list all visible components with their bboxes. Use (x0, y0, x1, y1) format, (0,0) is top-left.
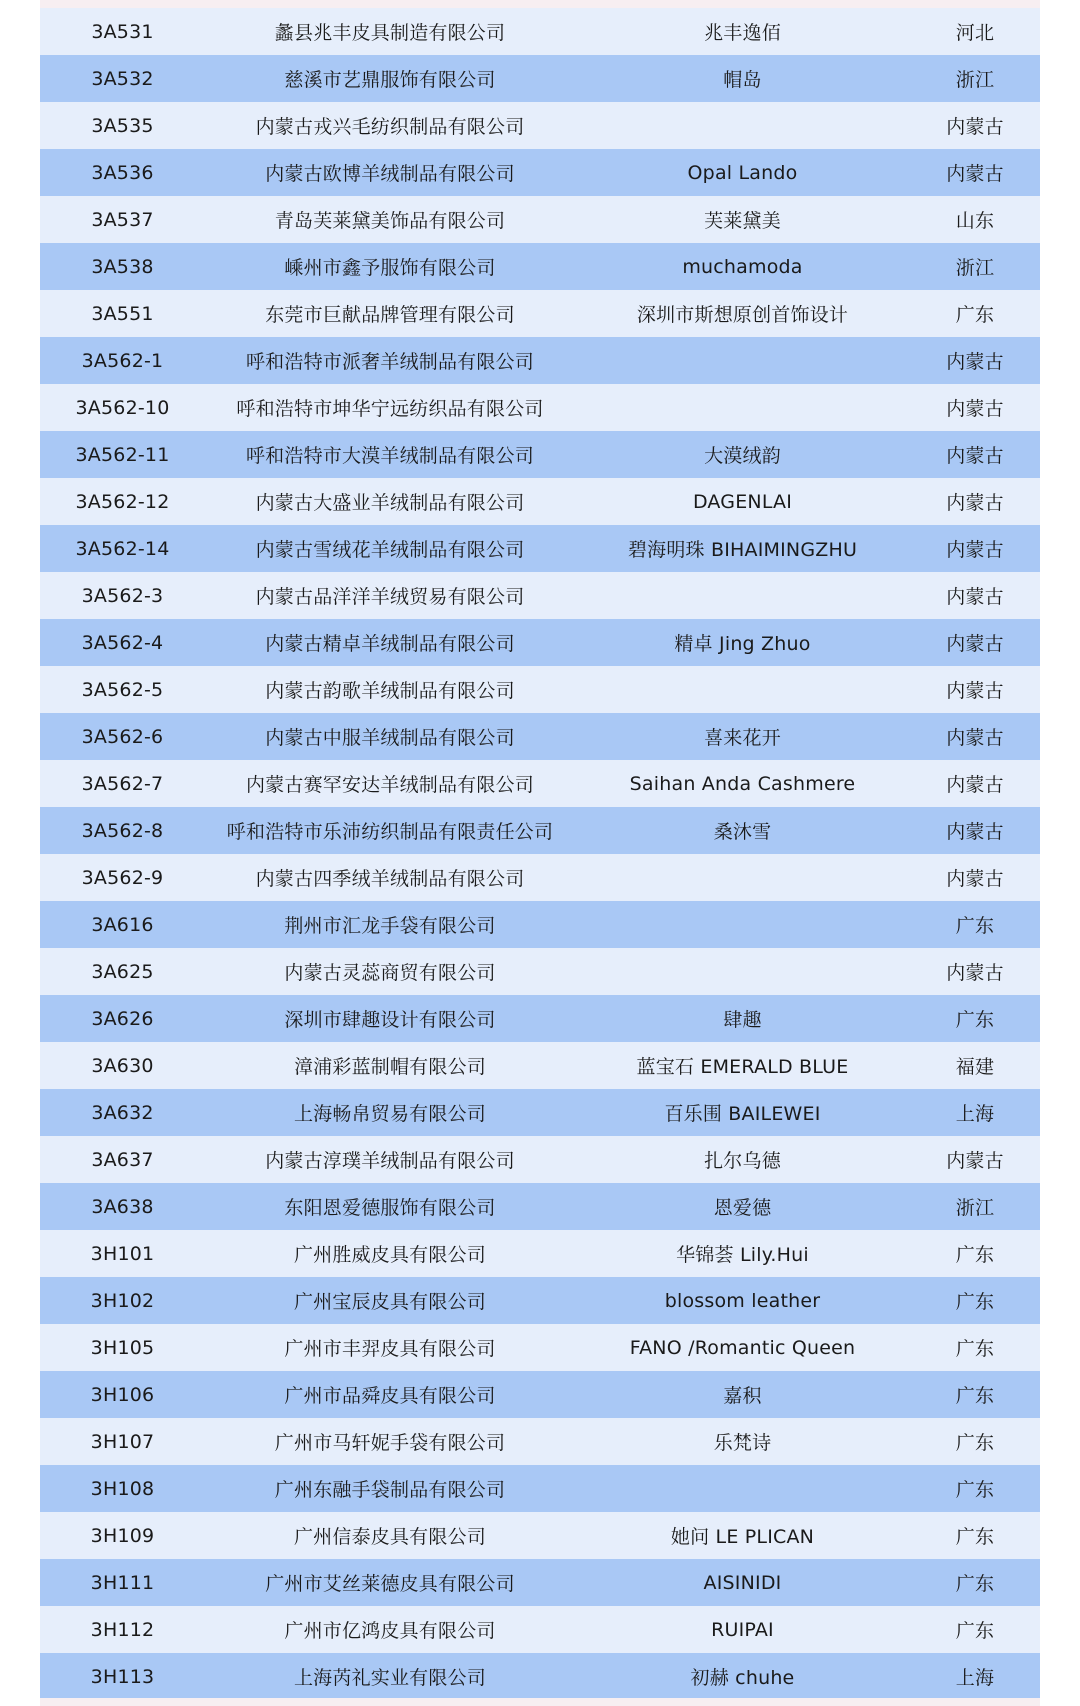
company-name-cell: 内蒙古韵歌羊绒制品有限公司 (265, 680, 515, 702)
company-name-cell: 呼和浩特市乐沛纺织制品有限责任公司 (226, 821, 554, 843)
company-name-cell: 内蒙古赛罕安达羊绒制品有限公司 (245, 774, 534, 796)
company-name-cell: 青岛芙莱黛美饰品有限公司 (274, 210, 506, 232)
brand-name-cell: 深圳市斯想原创首饰设计 (636, 304, 849, 326)
booth-number-cell: 3A632 (91, 1101, 154, 1124)
brand-name-cell: 蓝宝石 EMERALD BLUE (636, 1056, 849, 1078)
booth-number-cell: 3A626 (91, 1007, 154, 1030)
province-cell: 上海 (955, 1667, 995, 1689)
table-row (40, 525, 1040, 572)
company-name-cell: 内蒙古戎兴毛纺织制品有限公司 (255, 116, 525, 138)
brand-name-cell: RUIPAI (711, 1618, 774, 1641)
bottom-strip (40, 1698, 1040, 1706)
booth-number-cell: 3A562-1 (81, 349, 164, 372)
company-name-cell: 广州市艾丝莱德皮具有限公司 (265, 1573, 515, 1595)
province-cell: 福建 (955, 1056, 995, 1078)
table-row (40, 713, 1040, 760)
company-name-cell: 东莞市巨献品牌管理有限公司 (265, 304, 515, 326)
brand-name-cell: 她问 LE PLICAN (670, 1526, 815, 1548)
table-row (40, 1089, 1040, 1136)
company-name-cell: 呼和浩特市大漠羊绒制品有限公司 (245, 445, 534, 467)
booth-number-cell: 3A562-8 (81, 819, 164, 842)
company-name-cell: 呼和浩特市派奢羊绒制品有限公司 (245, 351, 534, 373)
province-cell: 内蒙古 (946, 351, 1004, 373)
table-row (40, 1465, 1040, 1512)
brand-name-cell: 帽岛 (723, 69, 762, 91)
company-name-cell: 荆州市汇龙手袋有限公司 (284, 915, 496, 937)
table-row (40, 1277, 1040, 1324)
booth-number-cell: 3A637 (91, 1148, 154, 1171)
province-cell: 河北 (955, 22, 995, 44)
company-name-cell: 内蒙古欧博羊绒制品有限公司 (265, 163, 515, 185)
exhibitor-table (40, 8, 1040, 1700)
company-name-cell: 广州宝辰皮具有限公司 (293, 1291, 486, 1313)
company-name-cell: 慈溪市艺鼎服饰有限公司 (284, 69, 496, 91)
table-row (40, 149, 1040, 196)
province-cell: 广东 (955, 1620, 995, 1642)
province-cell: 广东 (955, 1385, 995, 1407)
table-row (40, 1324, 1040, 1371)
brand-name-cell: 扎尔乌德 (704, 1150, 781, 1172)
company-name-cell: 广州信泰皮具有限公司 (293, 1526, 486, 1548)
booth-number-cell: 3A535 (91, 114, 154, 137)
province-cell: 广东 (955, 1291, 995, 1313)
brand-name-cell: 碧海明珠 BIHAIMINGZHU (627, 539, 858, 561)
table-row (40, 243, 1040, 290)
table-row (40, 572, 1040, 619)
booth-number-cell: 3H113 (90, 1665, 155, 1688)
table-row (40, 102, 1040, 149)
brand-name-cell: 嘉积 (723, 1385, 762, 1407)
province-cell: 浙江 (955, 69, 995, 91)
table-row (40, 854, 1040, 901)
booth-number-cell: 3A562-12 (75, 490, 170, 513)
company-name-cell: 内蒙古淳璞羊绒制品有限公司 (265, 1150, 515, 1172)
province-cell: 内蒙古 (946, 586, 1004, 608)
company-name-cell: 蠡县兆丰皮具制造有限公司 (274, 22, 506, 44)
company-name-cell: 上海畅帛贸易有限公司 (293, 1103, 486, 1125)
booth-number-cell: 3A562-11 (75, 443, 170, 466)
company-name-cell: 广州市马轩妮手袋有限公司 (274, 1432, 506, 1454)
booth-number-cell: 3A562-9 (81, 866, 164, 889)
booth-number-cell: 3A531 (91, 20, 154, 43)
booth-number-cell: 3A562-5 (81, 678, 164, 701)
table-row (40, 619, 1040, 666)
brand-name-cell: 肆趣 (723, 1009, 762, 1031)
table-row (40, 1136, 1040, 1183)
table-row (40, 807, 1040, 854)
brand-name-cell: blossom leather (664, 1289, 821, 1312)
company-name-cell: 广州市丰羿皮具有限公司 (284, 1338, 496, 1360)
table-row (40, 1512, 1040, 1559)
province-cell: 内蒙古 (946, 1150, 1004, 1172)
table-row (40, 995, 1040, 1042)
province-cell: 内蒙古 (946, 445, 1004, 467)
province-cell: 内蒙古 (946, 633, 1004, 655)
company-name-cell: 深圳市肆趣设计有限公司 (284, 1009, 496, 1031)
booth-number-cell: 3A562-14 (75, 537, 170, 560)
company-name-cell: 内蒙古雪绒花羊绒制品有限公司 (255, 539, 525, 561)
brand-name-cell: 初赫 chuhe (690, 1667, 795, 1689)
booth-number-cell: 3A538 (91, 255, 154, 278)
company-name-cell: 内蒙古精卓羊绒制品有限公司 (265, 633, 515, 655)
table-row (40, 431, 1040, 478)
province-cell: 内蒙古 (946, 116, 1004, 138)
company-name-cell: 广州市品舜皮具有限公司 (284, 1385, 496, 1407)
booth-number-cell: 3H111 (90, 1571, 155, 1594)
booth-number-cell: 3A562-6 (81, 725, 164, 748)
table-row (40, 1042, 1040, 1089)
table-row (40, 1230, 1040, 1277)
province-cell: 广东 (955, 1432, 995, 1454)
province-cell: 浙江 (955, 1197, 995, 1219)
table-row (40, 55, 1040, 102)
brand-name-cell: FANO /Romantic Queen (629, 1336, 856, 1359)
table-row (40, 948, 1040, 995)
province-cell: 内蒙古 (946, 962, 1004, 984)
brand-name-cell: 华锦荟 Lily.Hui (676, 1244, 809, 1266)
company-name-cell: 上海芮礼实业有限公司 (293, 1667, 486, 1689)
province-cell: 内蒙古 (946, 539, 1004, 561)
province-cell: 浙江 (955, 257, 995, 279)
province-cell: 广东 (955, 1479, 995, 1501)
table-row (40, 1183, 1040, 1230)
brand-name-cell: 大漠绒韵 (704, 445, 781, 467)
table-row (40, 1653, 1040, 1700)
province-cell: 内蒙古 (946, 492, 1004, 514)
booth-number-cell: 3H105 (90, 1336, 155, 1359)
table-row (40, 666, 1040, 713)
brand-name-cell: 喜来花开 (704, 727, 781, 749)
booth-number-cell: 3A616 (91, 913, 154, 936)
province-cell: 内蒙古 (946, 774, 1004, 796)
brand-name-cell: AISINIDI (703, 1571, 782, 1594)
company-name-cell: 广州胜威皮具有限公司 (293, 1244, 486, 1266)
table-row (40, 1371, 1040, 1418)
brand-name-cell: 百乐围 BAILEWEI (664, 1103, 821, 1125)
province-cell: 广东 (955, 1526, 995, 1548)
province-cell: 广东 (955, 1338, 995, 1360)
booth-number-cell: 3A562-4 (81, 631, 164, 654)
company-name-cell: 广州市亿鸿皮具有限公司 (284, 1620, 496, 1642)
province-cell: 内蒙古 (946, 680, 1004, 702)
province-cell: 广东 (955, 915, 995, 937)
table-row (40, 1418, 1040, 1465)
table-row (40, 290, 1040, 337)
company-name-cell: 呼和浩特市坤华宁远纺织品有限公司 (236, 398, 544, 420)
brand-name-cell: DAGENLAI (692, 490, 793, 513)
province-cell: 广东 (955, 1244, 995, 1266)
brand-name-cell: 恩爱德 (713, 1197, 772, 1219)
province-cell: 内蒙古 (946, 163, 1004, 185)
top-strip (40, 0, 1040, 8)
booth-number-cell: 3H107 (90, 1430, 155, 1453)
booth-number-cell: 3H101 (90, 1242, 155, 1265)
table-row (40, 478, 1040, 525)
brand-name-cell: 芙莱黛美 (704, 210, 781, 232)
table-row (40, 337, 1040, 384)
province-cell: 广东 (955, 1573, 995, 1595)
booth-number-cell: 3H108 (90, 1477, 155, 1500)
province-cell: 上海 (955, 1103, 995, 1125)
company-name-cell: 内蒙古品洋洋羊绒贸易有限公司 (255, 586, 525, 608)
company-name-cell: 东阳恩爱德服饰有限公司 (284, 1197, 496, 1219)
brand-name-cell: 桑沐雪 (713, 821, 772, 843)
booth-number-cell: 3A625 (91, 960, 154, 983)
brand-name-cell: muchamoda (682, 255, 803, 278)
province-cell: 内蒙古 (946, 727, 1004, 749)
booth-number-cell: 3A562-7 (81, 772, 164, 795)
table-row (40, 8, 1040, 55)
table-row (40, 1606, 1040, 1653)
booth-number-cell: 3A551 (91, 302, 154, 325)
province-cell: 内蒙古 (946, 821, 1004, 843)
table-row (40, 196, 1040, 243)
province-cell: 山东 (955, 210, 995, 232)
booth-number-cell: 3A562-3 (81, 584, 164, 607)
table-row (40, 760, 1040, 807)
company-name-cell: 漳浦彩蓝制帽有限公司 (293, 1056, 486, 1078)
booth-number-cell: 3A532 (91, 67, 154, 90)
company-name-cell: 嵊州市鑫予服饰有限公司 (284, 257, 496, 279)
brand-name-cell: 精卓 Jing Zhuo (674, 633, 811, 655)
brand-name-cell: 兆丰逸佰 (704, 22, 781, 44)
booth-number-cell: 3H109 (90, 1524, 155, 1547)
company-name-cell: 内蒙古大盛业羊绒制品有限公司 (255, 492, 525, 514)
province-cell: 内蒙古 (946, 868, 1004, 890)
booth-number-cell: 3A537 (91, 208, 154, 231)
company-name-cell: 广州东融手袋制品有限公司 (274, 1479, 506, 1501)
brand-name-cell: 乐梵诗 (713, 1432, 772, 1454)
booth-number-cell: 3A630 (91, 1054, 154, 1077)
booth-number-cell: 3A536 (91, 161, 154, 184)
province-cell: 广东 (955, 1009, 995, 1031)
booth-number-cell: 3H102 (90, 1289, 155, 1312)
booth-number-cell: 3A562-10 (75, 396, 170, 419)
company-name-cell: 内蒙古四季绒羊绒制品有限公司 (255, 868, 525, 890)
brand-name-cell: Opal Lando (687, 161, 798, 184)
province-cell: 内蒙古 (946, 398, 1004, 420)
booth-number-cell: 3H106 (90, 1383, 155, 1406)
table-row (40, 384, 1040, 431)
booth-number-cell: 3H112 (90, 1618, 155, 1641)
province-cell: 广东 (955, 304, 995, 326)
table-row (40, 1559, 1040, 1606)
table-row (40, 901, 1040, 948)
company-name-cell: 内蒙古中服羊绒制品有限公司 (265, 727, 515, 749)
brand-name-cell: Saihan Anda Cashmere (629, 772, 856, 795)
company-name-cell: 内蒙古灵蕊商贸有限公司 (284, 962, 496, 984)
booth-number-cell: 3A638 (91, 1195, 154, 1218)
